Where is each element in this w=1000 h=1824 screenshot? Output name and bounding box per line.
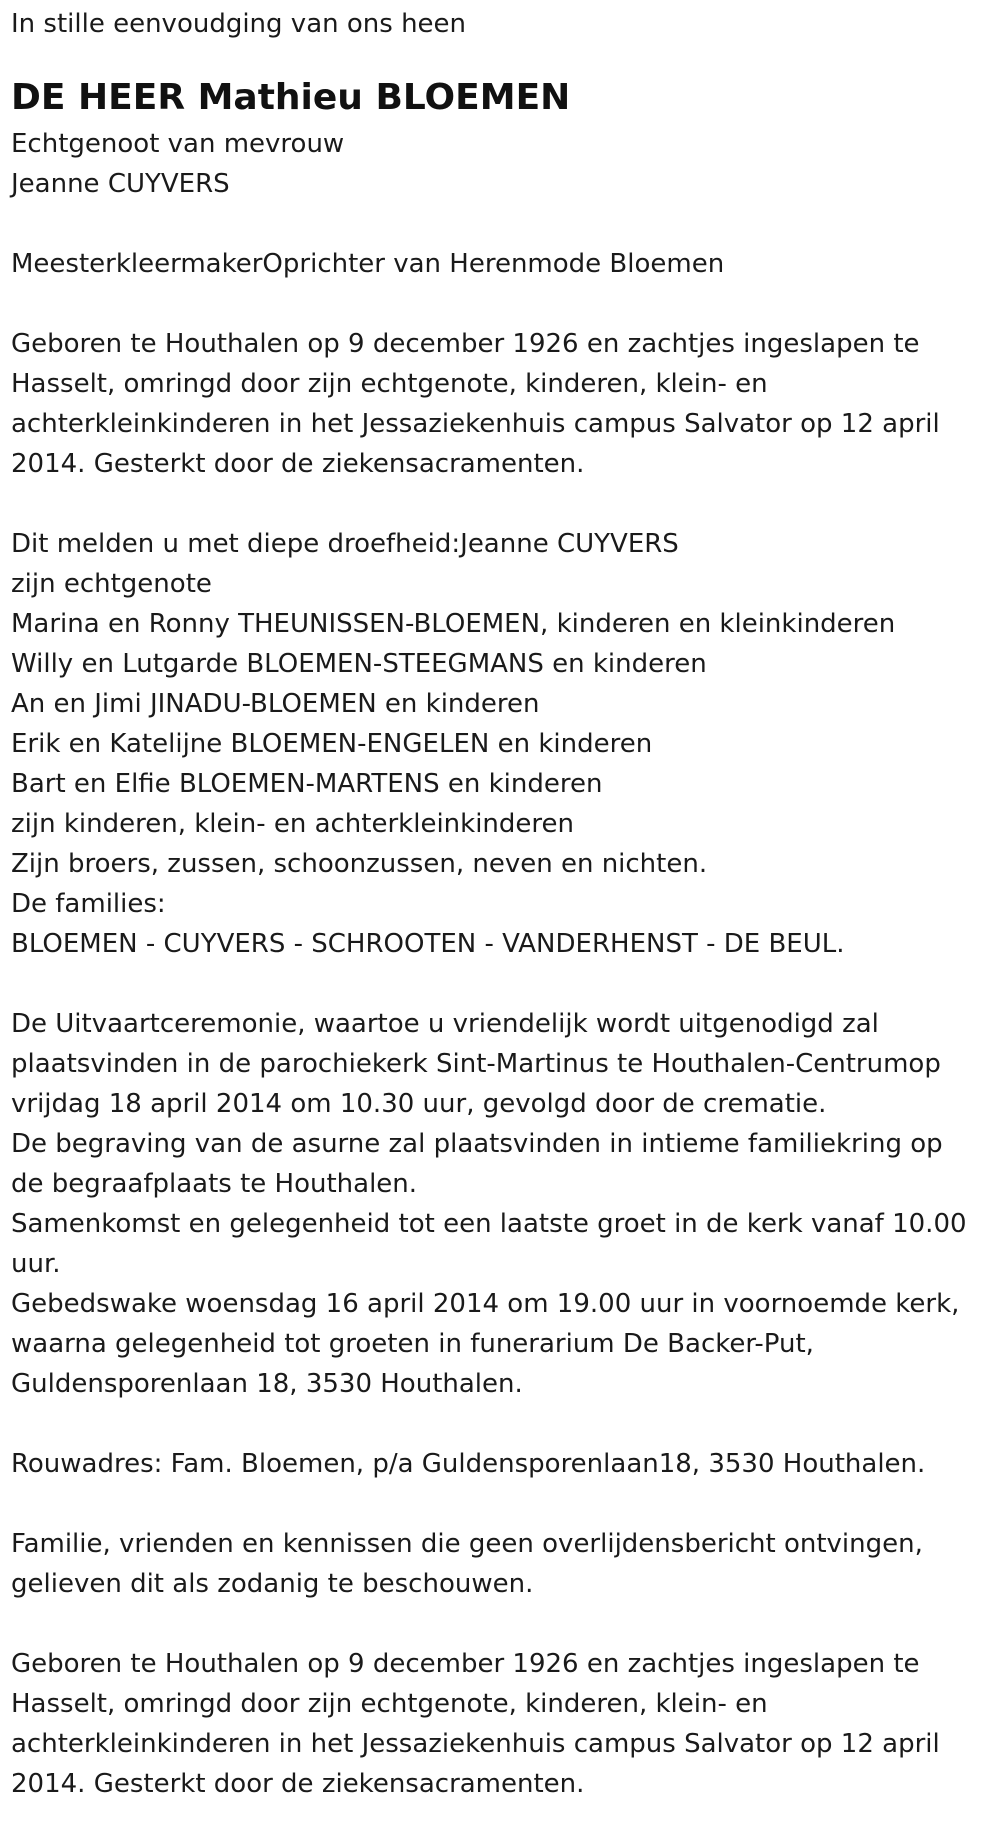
family-line: Bart en Elfie BLOEMEN-MARTENS en kinderen <box>11 769 603 799</box>
spouse-block <box>11 124 996 204</box>
family-line: Dit melden u met diepe droefheid:Jeanne CUYVERS <box>11 529 679 559</box>
ceremony-line: uur. <box>11 1249 61 1279</box>
spouse-name: Jeanne CUYVERS <box>11 169 230 199</box>
ceremony-line: Guldensporenlaan 18, 3530 Houthalen. <box>11 1369 523 1399</box>
family-line: Zijn broers, zussen, schoonzussen, neven en nichten. <box>11 849 708 879</box>
birth-line: Hasselt, omringd door zijn echtgenote, kinderen, klein- en <box>11 369 768 399</box>
ceremony-line: Samenkomst en gelegenheid tot een laatste groet in de kerk vanaf 10.00 <box>11 1209 967 1239</box>
ceremony-line: De Uitvaartceremonie, waartoe u vriendelijk wordt uitgenodigd zal <box>11 1009 879 1039</box>
profession-block <box>11 244 996 284</box>
family-line: zijn echtgenote <box>11 569 212 599</box>
profession-text: MeesterkleermakerOprichter van Herenmode Bloemen <box>11 249 725 279</box>
notice-line: gelieven dit als zodanig te beschouwen. <box>11 1569 534 1599</box>
family-line: De families: <box>11 889 166 919</box>
birth-repeat-line: 2014. Gesterkt door de ziekensacramenten. <box>11 1769 585 1799</box>
notice-paragraph <box>11 1524 996 1604</box>
birth-line: Geboren te Houthalen op 9 december 1926 en zachtjes ingeslapen te <box>11 329 920 359</box>
birth-paragraph <box>11 324 996 484</box>
ceremony-line: plaatsvinden in de parochiekerk Sint-Martinus te Houthalen-Centrumop <box>11 1049 941 1079</box>
birth-repeat-line: achterkleinkinderen in het Jessaziekenhuis campus Salvator op 12 april <box>11 1729 940 1759</box>
birth-repeat-line: Geboren te Houthalen op 9 december 1926 en zachtjes ingeslapen te <box>11 1649 920 1679</box>
deceased-name: DE HEER Mathieu BLOEMEN <box>11 77 571 118</box>
birth-paragraph-repeat <box>11 1644 996 1804</box>
family-line: BLOEMEN - CUYVERS - SCHROOTEN - VANDERHENST - DE BEUL. <box>11 929 845 959</box>
ceremony-line: De begraving van de asurne zal plaatsvinden in intieme familiekring op <box>11 1129 943 1159</box>
family-line: zijn kinderen, klein- en achterkleinkinderen <box>11 809 574 839</box>
spouse-line: Echtgenoot van mevrouw <box>11 129 345 159</box>
birth-repeat-line: Hasselt, omringd door zijn echtgenote, kinderen, klein- en <box>11 1689 768 1719</box>
address-block <box>11 1444 996 1484</box>
ceremony-line: de begraafplaats te Houthalen. <box>11 1169 418 1199</box>
family-line: An en Jimi JINADU-BLOEMEN en kinderen <box>11 689 540 719</box>
notice-line: Familie, vrienden en kennissen die geen overlijdensbericht ontvingen, <box>11 1529 923 1559</box>
mourning-address: Rouwadres: Fam. Bloemen, p/a Guldensporenlaan18, 3530 Houthalen. <box>11 1449 926 1479</box>
ceremony-line: vrijdag 18 april 2014 om 10.30 uur, gevolgd door de crematie. <box>11 1089 827 1119</box>
obituary-document <box>11 0 996 1804</box>
family-list <box>11 524 996 964</box>
family-line: Erik en Katelijne BLOEMEN-ENGELEN en kinderen <box>11 729 653 759</box>
family-line: Willy en Lutgarde BLOEMEN-STEEGMANS en kinderen <box>11 649 707 679</box>
family-line: Marina en Ronny THEUNISSEN-BLOEMEN, kinderen en kleinkinderen <box>11 609 896 639</box>
ceremony-line: waarna gelegenheid tot groeten in funerarium De Backer-Put, <box>11 1329 814 1359</box>
birth-line: 2014. Gesterkt door de ziekensacramenten. <box>11 449 585 479</box>
birth-line: achterkleinkinderen in het Jessaziekenhuis campus Salvator op 12 april <box>11 409 940 439</box>
ceremony-paragraph <box>11 1004 996 1404</box>
intro-text: In stille eenvoudging van ons heen <box>11 9 467 39</box>
ceremony-line: Gebedswake woensdag 16 april 2014 om 19.00 uur in voornoemde kerk, <box>11 1289 960 1319</box>
